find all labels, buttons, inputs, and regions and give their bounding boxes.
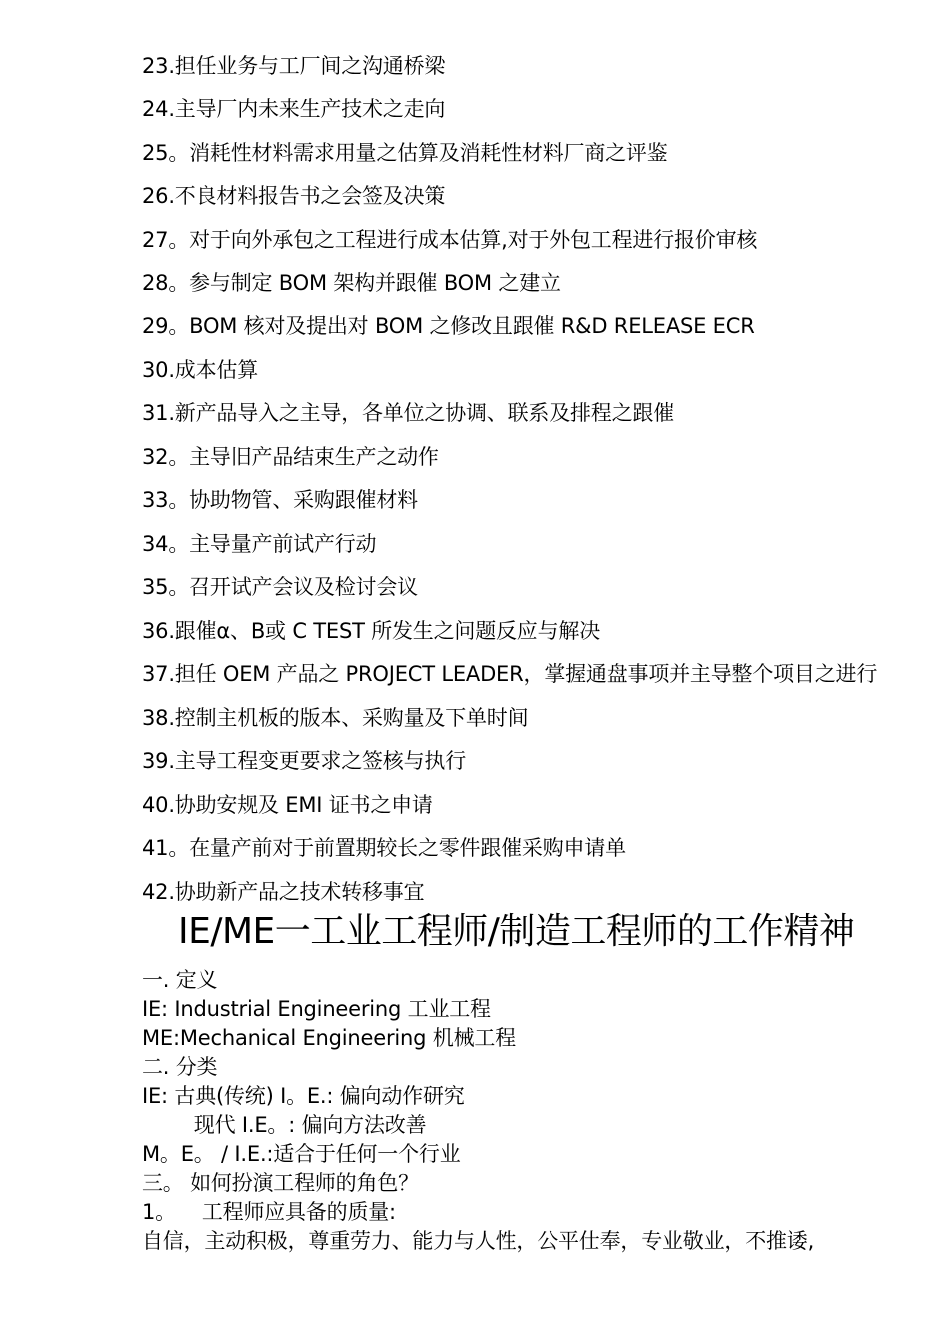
responsibility-item: 28。参与制定 BOM 架构并跟催 BOM 之建立	[142, 271, 561, 295]
responsibility-item: 38.控制主机板的版本、采购量及下单时间	[142, 706, 529, 730]
responsibility-item: 40.协助安规及 EMI 证书之申请	[142, 793, 433, 817]
responsibility-item: 29。BOM 核对及提出对 BOM 之修改且跟催 R&D RELEASE ECR	[142, 314, 755, 338]
responsibility-item: 37.担任 OEM 产品之 PROJECT LEADER，掌握通盘事项并主导整个项目之进行	[142, 662, 878, 686]
responsibility-item: 25。消耗性材料需求用量之估算及消耗性材料厂商之评鉴	[142, 141, 668, 165]
responsibility-item: 32。主导旧产品结束生产之动作	[142, 445, 439, 469]
classification-modern: 现代 I.E。: 偏向方法改善	[142, 1113, 427, 1137]
section-title: IE/ME一工业工程师/制造工程师的工作精神	[178, 911, 855, 952]
qualities-text: 自信，主动积极，尊重劳力、能力与人性，公平仕奉，专业敬业，不推诿,	[142, 1229, 815, 1253]
responsibility-item: 26.不良材料报告书之会签及决策	[142, 184, 446, 208]
classification-classic: IE: 古典(传统) I。E.: 偏向动作研究	[142, 1084, 465, 1108]
definition-ie: IE: Industrial Engineering 工业工程	[142, 997, 491, 1021]
responsibility-item: 34。主导量产前试产行动	[142, 532, 377, 556]
responsibility-item: 23.担任业务与工厂间之沟通桥梁	[142, 54, 446, 78]
responsibility-item: 31.新产品导入之主导，各单位之协调、联系及排程之跟催	[142, 401, 674, 425]
responsibility-item: 24.主导厂内未来生产技术之走向	[142, 97, 446, 121]
classification-scope: M。E。 / I.E.:适合于任何一个行业	[142, 1142, 461, 1166]
responsibility-item: 41。在量产前对于前置期较长之零件跟催采购申请单	[142, 836, 626, 860]
heading-classification: 二. 分类	[142, 1055, 218, 1079]
responsibility-item: 35。召开试产会议及检讨会议	[142, 575, 418, 599]
responsibility-item: 27。对于向外承包之工程进行成本估算,对于外包工程进行报价审核	[142, 228, 758, 252]
heading-definition: 一. 定义	[142, 968, 218, 992]
definition-me: ME:Mechanical Engineering 机械工程	[142, 1026, 516, 1050]
responsibility-item: 33。协助物管、采购跟催材料	[142, 488, 418, 512]
responsibility-item: 39.主导工程变更要求之签核与执行	[142, 749, 466, 773]
responsibility-item: 36.跟催α、Β或 C TEST 所发生之问题反应与解决	[142, 619, 600, 643]
responsibility-item: 30.成本估算	[142, 358, 258, 382]
heading-role: 三。 如何扮演工程师的角色？	[142, 1171, 419, 1195]
responsibility-item: 42.协助新产品之技术转移事宜	[142, 880, 425, 904]
qualities-heading: 1。 工程师应具备的质量:	[142, 1200, 396, 1224]
